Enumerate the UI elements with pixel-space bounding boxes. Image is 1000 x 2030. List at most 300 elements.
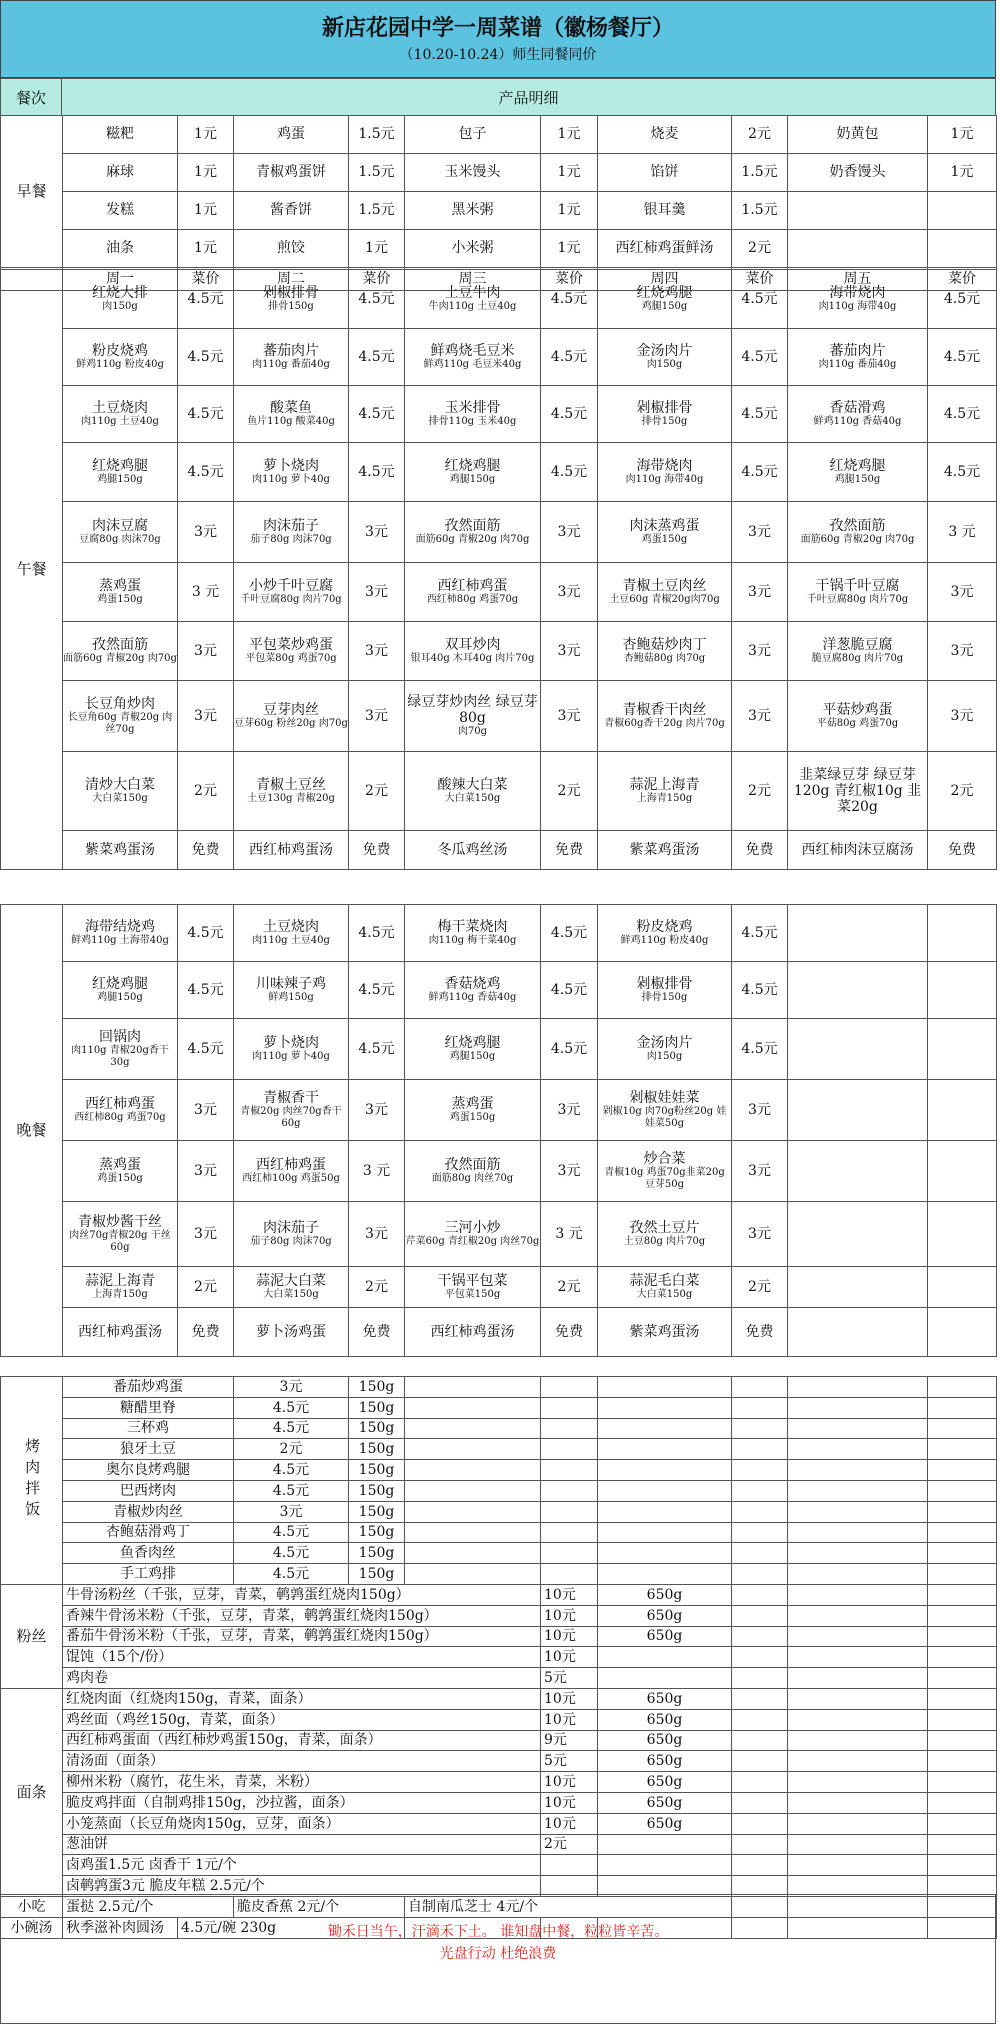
empty-cell [928, 1647, 997, 1668]
meal-column-header: 餐次 [0, 78, 62, 116]
empty-cell [788, 1605, 928, 1626]
dish-name: 青椒香干肉丝 [622, 701, 707, 718]
dish-name: 粉皮烧鸡 [636, 918, 693, 935]
dish-cell [63, 1019, 178, 1080]
item-name: 小米粥 [405, 230, 541, 268]
menu-line-price: 5元 [541, 1751, 598, 1772]
empty-cell [732, 1834, 788, 1855]
dish-ingredients: 排骨150g [641, 992, 688, 1004]
dish-name: 豆芽肉丝 [263, 701, 319, 718]
dish-ingredients: 青椒10g 鸡蛋70g韭菜20g 豆芽50g [604, 1167, 725, 1191]
dish-cell [598, 962, 732, 1019]
dish-price: 2元 [928, 752, 997, 831]
footer-slogan [0, 1894, 996, 2024]
dish-name: 金汤肉片 [636, 342, 693, 359]
dish-name: 土豆烧肉 [263, 918, 319, 935]
empty-cell [732, 1460, 788, 1481]
dish-cell [598, 752, 732, 831]
menu-line: 牛骨汤粉丝（千张，豆芽，青菜，鹌鹑蛋红烧肉150g） [63, 1584, 541, 1605]
dish-name: 萝卜烧肉 [263, 1034, 319, 1051]
empty-cell [598, 1439, 732, 1460]
dish-name: 绿豆芽炒肉丝 绿豆芽80g [407, 693, 538, 726]
rice-item-price: 4.5元 [234, 1418, 349, 1439]
empty-cell [928, 1019, 997, 1080]
empty-cell [928, 962, 997, 1019]
empty-cell [928, 1080, 997, 1141]
empty-cell [541, 1480, 598, 1501]
dish-cell [405, 1141, 541, 1202]
dish-ingredients: 排骨150g [268, 301, 314, 313]
dish-cell [405, 831, 541, 870]
item-name [788, 230, 928, 268]
empty-cell [405, 1418, 541, 1439]
meal-label-breakfast: 早餐 [1, 116, 63, 268]
dish-cell [63, 681, 178, 752]
empty-cell [405, 1460, 541, 1481]
dish-price: 4.5元 [349, 905, 405, 962]
dish-cell [234, 962, 349, 1019]
dish-cell [234, 905, 349, 962]
empty-cell [788, 1460, 928, 1481]
dish-price: 3元 [349, 681, 405, 752]
item-name: 银耳羹 [598, 192, 732, 230]
dish-cell [234, 1267, 349, 1308]
dish-cell [63, 1080, 178, 1141]
empty-cell [928, 1626, 997, 1647]
item-name: 酱香饼 [234, 192, 349, 230]
dish-name: 蒸鸡蛋 [99, 1156, 141, 1173]
item-price: 1元 [928, 116, 997, 154]
dish-name: 长豆角炒肉 [85, 695, 155, 712]
dish-ingredients: 豆芽60g 粉丝20g 肉70g [234, 718, 348, 730]
empty-cell [928, 1605, 997, 1626]
rice-item-price: 3元 [234, 1501, 349, 1522]
empty-cell [732, 1751, 788, 1772]
dish-ingredients: 大白菜150g [263, 1289, 319, 1301]
item-name: 西红柿鸡蛋鲜汤 [598, 230, 732, 268]
dish-price: 免费 [349, 1308, 405, 1357]
dish-ingredients: 面筋60g 青椒20g 肉70g [415, 534, 530, 546]
empty-cell [405, 1501, 541, 1522]
meal-label-lunch: 午餐 [1, 270, 63, 870]
dish-ingredients: 鸡腿150g [97, 992, 143, 1004]
dish-ingredients: 鸡蛋150g [97, 1173, 143, 1185]
rice-item-name: 巴西烤肉 [63, 1480, 234, 1501]
dish-ingredients: 平包菜80g 鸡蛋70g [245, 653, 337, 665]
dish-cell [234, 270, 349, 329]
dish-price: 4.5元 [349, 270, 405, 329]
dish-cell [405, 1202, 541, 1267]
dish-name: 香菇滑鸡 [829, 399, 886, 416]
dish-price: 4.5元 [541, 270, 598, 329]
empty-cell [788, 1855, 928, 1876]
dish-cell [598, 1141, 732, 1202]
dish-price: 3元 [732, 502, 788, 563]
dish-cell [63, 962, 178, 1019]
dish-price: 免费 [178, 831, 234, 870]
dish-name: 红烧鸡腿 [444, 1034, 501, 1051]
footer-line-2: 光盘行动 杜绝浪费 [439, 1946, 557, 1962]
item-name: 糍粑 [63, 116, 178, 154]
dish-name: 玉米排骨 [444, 399, 501, 416]
dish-ingredients: 茄子80g 肉沫70g [250, 1236, 332, 1248]
dish-price: 3元 [178, 1141, 234, 1202]
item-price: 1元 [541, 230, 598, 268]
empty-cell [732, 1647, 788, 1668]
rice-item-weight: 150g [349, 1397, 405, 1418]
dish-price: 4.5元 [349, 962, 405, 1019]
dish-name: 肉沫蒸鸡蛋 [629, 517, 700, 534]
empty-cell [732, 1688, 788, 1709]
dish-cell [63, 502, 178, 563]
dish-cell [234, 1080, 349, 1141]
empty-cell [405, 1480, 541, 1501]
dish-ingredients: 长豆角60g 青椒20g 肉丝70g [67, 712, 173, 736]
dish-name: 剁椒排骨 [636, 975, 693, 992]
rice-item-weight: 150g [349, 1418, 405, 1439]
dish-ingredients: 鸡腿150g [97, 474, 143, 486]
empty-cell [788, 1418, 928, 1439]
dish-price: 3元 [541, 622, 598, 681]
item-price: 1.5元 [349, 192, 405, 230]
rice-item-name: 杏鲍菇滑鸡丁 [63, 1522, 234, 1543]
dish-cell [788, 563, 928, 622]
day-header: 周二 [234, 268, 349, 291]
dish-price: 2元 [349, 1267, 405, 1308]
dish-price: 3元 [928, 681, 997, 752]
day-header: 周三 [405, 268, 541, 291]
dish-ingredients: 鸡蛋150g [449, 1112, 496, 1124]
menu-line-weight: 650g [598, 1605, 732, 1626]
page-title: 新店花园中学一周菜谱（徽杨餐厅） [321, 15, 674, 41]
empty-cell [732, 1668, 788, 1689]
day-header: 周四 [598, 268, 732, 291]
rice-item-weight: 150g [349, 1377, 405, 1398]
empty-cell [732, 1501, 788, 1522]
dish-name: 红烧鸡腿 [636, 284, 693, 301]
dish-ingredients: 肉110g 梅干菜40g [428, 935, 517, 947]
empty-cell [788, 1647, 928, 1668]
empty-cell [405, 1397, 541, 1418]
dish-price: 4.5元 [928, 443, 997, 502]
dish-name: 海带烧肉 [829, 284, 886, 301]
dish-price: 3 元 [349, 1141, 405, 1202]
item-price: 1元 [541, 192, 598, 230]
menu-line: 小笼蒸面（长豆角烧肉150g，豆芽，面条） [63, 1813, 541, 1834]
dish-cell [405, 681, 541, 752]
dish-name: 西红柿鸡蛋 [256, 1156, 326, 1173]
dish-ingredients: 鲜鸡110g 香菇40g [428, 992, 517, 1004]
dish-name: 蒸鸡蛋 [99, 577, 141, 594]
item-name [788, 192, 928, 230]
empty-cell [928, 1480, 997, 1501]
rice-item-price: 4.5元 [234, 1522, 349, 1543]
dish-price: 3元 [178, 681, 234, 752]
empty-cell [928, 1855, 997, 1876]
empty-cell [405, 1543, 541, 1564]
empty-cell [732, 1439, 788, 1460]
dish-ingredients: 西红柿100g 鸡蛋50g [242, 1173, 340, 1185]
dish-cell [234, 443, 349, 502]
item-price: 1元 [178, 230, 234, 268]
empty-cell [788, 1772, 928, 1793]
dish-price: 3元 [349, 563, 405, 622]
dish-price: 3元 [541, 1080, 598, 1141]
empty-cell [598, 1418, 732, 1439]
dish-cell [63, 905, 178, 962]
section-label-noodles_fen: 粉丝 [1, 1584, 63, 1688]
item-name: 黑米粥 [405, 192, 541, 230]
dinner-table [0, 904, 997, 1357]
dish-cell [234, 681, 349, 752]
menu-header [0, 0, 996, 78]
rice-item-price: 4.5元 [234, 1543, 349, 1564]
dish-cell [405, 622, 541, 681]
item-name: 馅饼 [598, 154, 732, 192]
empty-cell [788, 1480, 928, 1501]
dish-price: 4.5元 [541, 905, 598, 962]
empty-cell [928, 1522, 997, 1543]
dish-cell [63, 386, 178, 443]
dish-price: 3元 [349, 1080, 405, 1141]
dish-name: 酸菜鱼 [270, 399, 312, 416]
menu-line-price: 9元 [541, 1730, 598, 1751]
empty-cell [928, 1141, 997, 1202]
item-name: 青椒鸡蛋饼 [234, 154, 349, 192]
empty-cell [928, 1668, 997, 1689]
menu-line-price: 10元 [541, 1792, 598, 1813]
item-price: 1.5元 [349, 154, 405, 192]
item-price: 2元 [732, 116, 788, 154]
dish-cell [788, 270, 928, 329]
snack-item: 脆皮香蕉 2元/个 [234, 1896, 405, 1917]
dish-cell [234, 1019, 349, 1080]
dish-ingredients: 肉150g [646, 359, 683, 371]
dish-price: 3元 [928, 563, 997, 622]
empty-cell [598, 1460, 732, 1481]
dish-price: 2元 [349, 752, 405, 831]
menu-line-weight [598, 1834, 732, 1855]
dish-name: 西红柿鸡蛋汤 [249, 841, 333, 858]
dish-ingredients: 鸡腿150g [449, 474, 496, 486]
dish-ingredients: 鸡腿150g [641, 301, 688, 313]
empty-cell [788, 905, 928, 962]
dish-name: 炒合菜 [643, 1150, 686, 1167]
dish-price: 3元 [541, 502, 598, 563]
dish-name: 金汤肉片 [636, 1034, 693, 1051]
dish-ingredients: 青椒20g 肉丝70g香干60g [240, 1106, 342, 1130]
dish-price: 3元 [349, 1202, 405, 1267]
menu-line-weight: 650g [598, 1730, 732, 1751]
snack-item: 蛋挞 2.5元/个 [63, 1896, 234, 1917]
item-name: 包子 [405, 116, 541, 154]
dish-price: 3元 [541, 563, 598, 622]
empty-cell [541, 1418, 598, 1439]
empty-cell [788, 1626, 928, 1647]
dish-name: 肉沫豆腐 [92, 517, 148, 534]
footer-line-1: 锄禾日当午，汗滴禾下土。 谁知盘中餐，粒粒皆辛苦。 [327, 1924, 669, 1940]
empty-cell [928, 905, 997, 962]
extras-table [0, 1376, 997, 1939]
dish-ingredients: 鸡腿150g [834, 474, 881, 486]
dish-price: 3元 [178, 1202, 234, 1267]
dish-cell [788, 831, 928, 870]
rice-item-price: 4.5元 [234, 1564, 349, 1585]
empty-cell [598, 1377, 732, 1398]
dish-price: 4.5元 [349, 1019, 405, 1080]
dish-cell [63, 563, 178, 622]
empty-cell [732, 1813, 788, 1834]
dish-price: 4.5元 [928, 386, 997, 443]
dish-ingredients: 芹菜60g 青红椒20g 肉丝70g [405, 1236, 540, 1248]
dish-name: 剁椒排骨 [636, 399, 693, 416]
dish-ingredients: 肉110g 青椒20g香干30g [71, 1045, 169, 1069]
empty-cell [928, 1202, 997, 1267]
menu-line-weight: 650g [598, 1792, 732, 1813]
item-name: 发糕 [63, 192, 178, 230]
rice-item-name: 狼牙土豆 [63, 1439, 234, 1460]
snack-item: 自制南瓜芝士 4元/个 [405, 1896, 732, 1917]
menu-line-weight [598, 1668, 732, 1689]
empty-cell [928, 1460, 997, 1481]
dish-ingredients: 鲜鸡110g 毛豆米40g [423, 359, 522, 371]
menu-line-price: 10元 [541, 1605, 598, 1626]
dish-cell [63, 831, 178, 870]
dish-price: 免费 [178, 1308, 234, 1357]
item-price: 1元 [178, 116, 234, 154]
empty-cell [928, 1377, 997, 1398]
dish-ingredients: 面筋60g 青椒20g 肉70g [800, 534, 915, 546]
day-header: 周一 [63, 268, 178, 291]
empty-cell [788, 1267, 928, 1308]
empty-cell [598, 1397, 732, 1418]
dish-cell [405, 1080, 541, 1141]
empty-cell [928, 1501, 997, 1522]
dish-price: 4.5元 [349, 329, 405, 386]
dish-cell [63, 1308, 178, 1357]
dish-ingredients: 肉110g 土豆40g [252, 935, 330, 947]
dish-cell [405, 1019, 541, 1080]
dish-price: 2元 [541, 752, 598, 831]
empty-cell [732, 1709, 788, 1730]
dish-name: 韭菜绿豆芽 绿豆芽120g 青红椒10g 韭菜20g [793, 766, 922, 816]
menu-line-weight [598, 1855, 732, 1876]
dish-cell [405, 443, 541, 502]
menu-line-price: 10元 [541, 1772, 598, 1793]
empty-cell [732, 1564, 788, 1585]
empty-cell [541, 1439, 598, 1460]
menu-line: 柳州米粉（腐竹，花生米，青菜，米粉） [63, 1772, 541, 1793]
dish-price: 3元 [928, 622, 997, 681]
dish-name: 干锅平包菜 [437, 1272, 508, 1289]
dish-cell [405, 905, 541, 962]
dish-name: 平包菜炒鸡蛋 [249, 636, 333, 653]
rice-item-name: 番茄炒鸡蛋 [63, 1377, 234, 1398]
empty-cell [928, 1834, 997, 1855]
dish-ingredients: 肉110g 番茄40g [252, 359, 330, 371]
dish-name: 紫菜鸡蛋汤 [85, 841, 155, 858]
empty-cell [788, 962, 928, 1019]
dish-cell [598, 1019, 732, 1080]
menu-line-price: 2元 [541, 1834, 598, 1855]
dish-ingredients: 排骨150g [641, 416, 688, 428]
empty-cell [788, 1751, 928, 1772]
dish-ingredients: 面筋80g 肉丝70g [431, 1173, 514, 1185]
empty-cell [928, 1730, 997, 1751]
dish-name: 萝卜汤鸡蛋 [256, 1323, 326, 1340]
dish-name: 孜然面筋 [444, 517, 501, 534]
dish-ingredients: 银耳40g 木耳40g 肉片70g [410, 653, 535, 665]
dish-price: 4.5元 [541, 329, 598, 386]
empty-cell [541, 1522, 598, 1543]
dish-name: 红烧鸡腿 [829, 457, 886, 474]
dish-price: 4.5元 [732, 443, 788, 502]
day-header: 周五 [788, 268, 928, 291]
empty-cell [732, 1397, 788, 1418]
dish-name: 紫菜鸡蛋汤 [629, 1323, 700, 1340]
dish-name: 蒜泥毛白菜 [629, 1272, 700, 1289]
dish-cell [788, 443, 928, 502]
rice-item-price: 2元 [234, 1439, 349, 1460]
dish-price: 4.5元 [732, 329, 788, 386]
empty-cell [788, 1522, 928, 1543]
dish-ingredients: 肉丝70g青椒20g 干丝60g [69, 1230, 171, 1254]
empty-cell [732, 1377, 788, 1398]
empty-cell [732, 1522, 788, 1543]
dish-cell [63, 1267, 178, 1308]
dish-ingredients: 肉70g [457, 726, 488, 738]
dish-name: 蕃茄肉片 [829, 342, 886, 359]
empty-cell [928, 1397, 997, 1418]
menu-line-price: 10元 [541, 1647, 598, 1668]
dish-ingredients: 茄子80g 肉沫70g [250, 534, 332, 546]
empty-cell [928, 1584, 997, 1605]
empty-cell [788, 1501, 928, 1522]
empty-cell [541, 1377, 598, 1398]
day-header: 菜价 [541, 268, 598, 291]
empty-cell [732, 1855, 788, 1876]
empty-cell [928, 1792, 997, 1813]
section-label-soup: 小碗汤 [1, 1917, 63, 1938]
menu-line-price: 10元 [541, 1626, 598, 1647]
dish-name: 孜然面筋 [92, 636, 148, 653]
dish-price: 3元 [732, 563, 788, 622]
menu-line-weight: 650g [598, 1751, 732, 1772]
dish-ingredients: 上海青150g [636, 793, 693, 805]
dish-cell [598, 443, 732, 502]
dish-price: 3元 [178, 1080, 234, 1141]
empty-cell [405, 1377, 541, 1398]
dish-price: 4.5元 [178, 329, 234, 386]
dish-name: 肉沫茄子 [263, 1219, 319, 1236]
menu-line: 红烧肉面（红烧肉150g，青菜，面条） [63, 1688, 541, 1709]
dish-price: 4.5元 [178, 270, 234, 329]
item-price: 1元 [928, 154, 997, 192]
empty-cell [788, 1543, 928, 1564]
dish-cell [598, 502, 732, 563]
dish-cell [234, 1308, 349, 1357]
dish-ingredients: 鲜鸡110g 粉皮40g [620, 935, 709, 947]
menu-line-price: 10元 [541, 1584, 598, 1605]
dish-ingredients: 肉110g 萝卜40g [252, 1051, 330, 1063]
empty-cell [788, 1564, 928, 1585]
dish-cell [598, 1202, 732, 1267]
dish-ingredients: 鲜鸡110g 香菇40g [813, 416, 902, 428]
dish-ingredients: 土豆80g 肉片70g [623, 1236, 706, 1248]
dish-ingredients: 上海青150g [92, 1289, 148, 1301]
dish-name: 红烧鸡腿 [92, 457, 148, 474]
dish-name: 鲜鸡烧毛豆米 [430, 342, 515, 359]
